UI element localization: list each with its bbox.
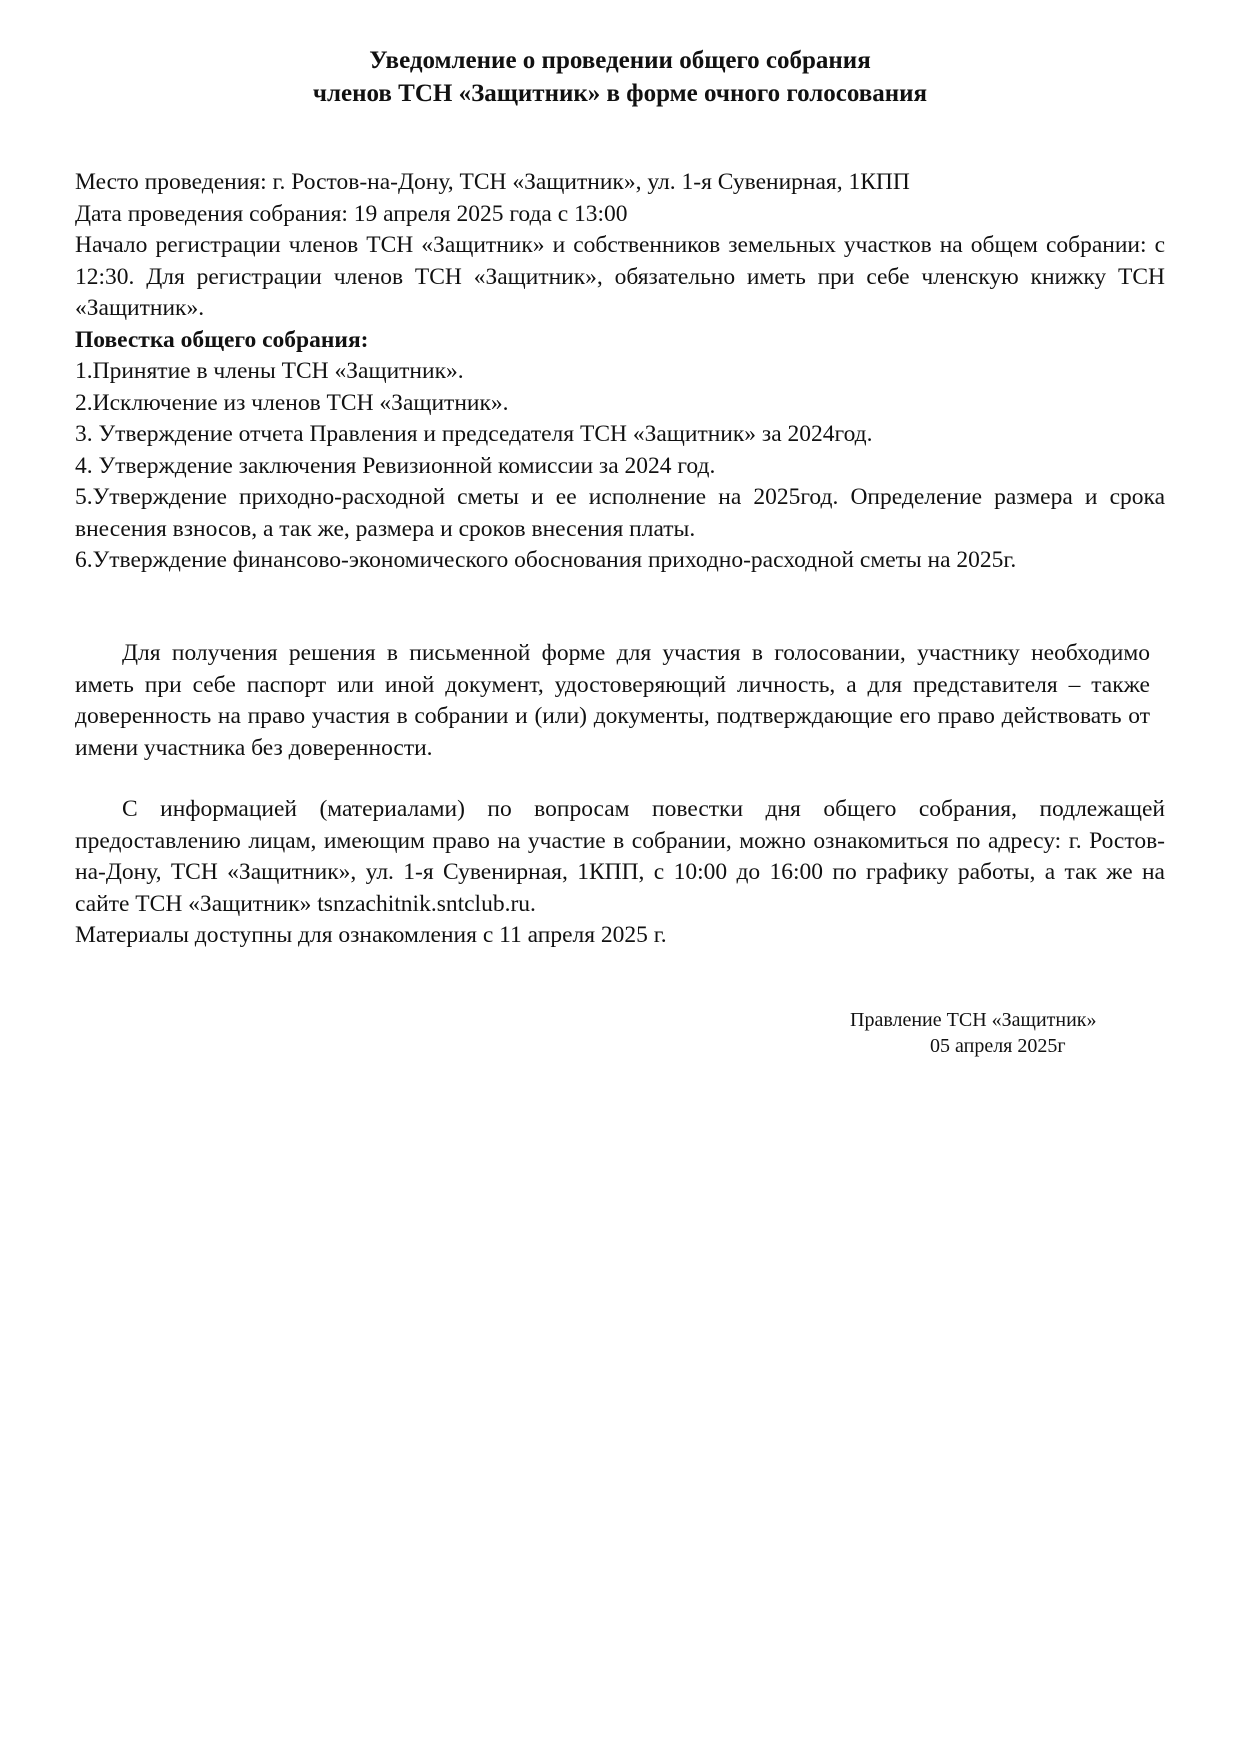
agenda-item-1: 1.Принятие в члены ТСН «Защитник». [75, 358, 464, 384]
agenda-item-6: 6.Утверждение финансово-экономического обоснования приходно-расходной сметы на 2025г. [75, 547, 1017, 573]
agenda-list [75, 356, 1165, 577]
document-title [0, 44, 1240, 110]
meeting-place: Место проведения: г. Ростов-на-Дону, ТСН «Защитник», ул. 1-я Сувенирная, 1КПП [75, 169, 910, 195]
signature-date: 05 апреля 2025г [930, 1035, 1066, 1057]
title-line-1: Уведомление о проведении общего собрания [369, 47, 871, 74]
materials-paragraph: С информацией (материалами) по вопросам повестки дня общего собрания, подлежащей предоставлению лицам, имеющим право на участие в собрании, можно ознакомиться по адресу: г. Ростов-на-Дону, ТСН «Защитник», ул. 1-я Сувенирная, 1КПП, с 10:00 до 16:00 по графику работы, а так же на сайте ТСН «Защитник» tsnzachitnik.sntclub.ru. [75, 796, 1165, 917]
agenda-item-5: 5.Утверждение приходно-расходной сметы и ее исполнение на 2025год. Определение размера и срока внесения взносов, а так же, размера и сроков внесения платы. [75, 484, 1165, 542]
agenda-item-4: 4. Утверждение заключения Ревизионной комиссии за 2024 год. [75, 452, 716, 479]
signature-block [850, 1007, 1097, 1059]
materials-section [75, 794, 1165, 952]
meeting-date: Дата проведения собрания: 19 апреля 2025 года с 13:00 [75, 200, 628, 227]
registration-info: Начало регистрации членов ТСН «Защитник» и собственников земельных участков на общем собрании: с 12:30. Для регистрации членов ТСН «Защитник», обязательно иметь при себе членскую книжку ТСН «Защитник». [75, 232, 1165, 321]
voting-documents-paragraph: Для получения решения в письменной форме для участия в голосовании, участнику необходимо иметь при себе паспорт или иной документ, удостоверяющий личность, а для представителя – также доверенность на право участия в собрании и (или) документы, подтверждающие его право действовать от имени участника без доверенности. [75, 640, 1150, 761]
title-line-2: членов ТСН «Защитник» в форме очного голосования [312, 80, 928, 107]
signature-org: Правление ТСН «Защитник» [850, 1009, 1097, 1031]
materials-availability: Материалы доступны для ознакомления с 11 апреля 2025 г. [75, 922, 667, 948]
agenda-item-3: 3. Утверждение отчета Правления и председателя ТСН «Защитник» за 2024год. [75, 421, 873, 447]
meeting-info [75, 167, 1165, 577]
agenda-heading: Повестка общего собрания: [75, 326, 369, 353]
agenda-item-2: 2.Исключение из членов ТСН «Защитник». [75, 389, 509, 416]
